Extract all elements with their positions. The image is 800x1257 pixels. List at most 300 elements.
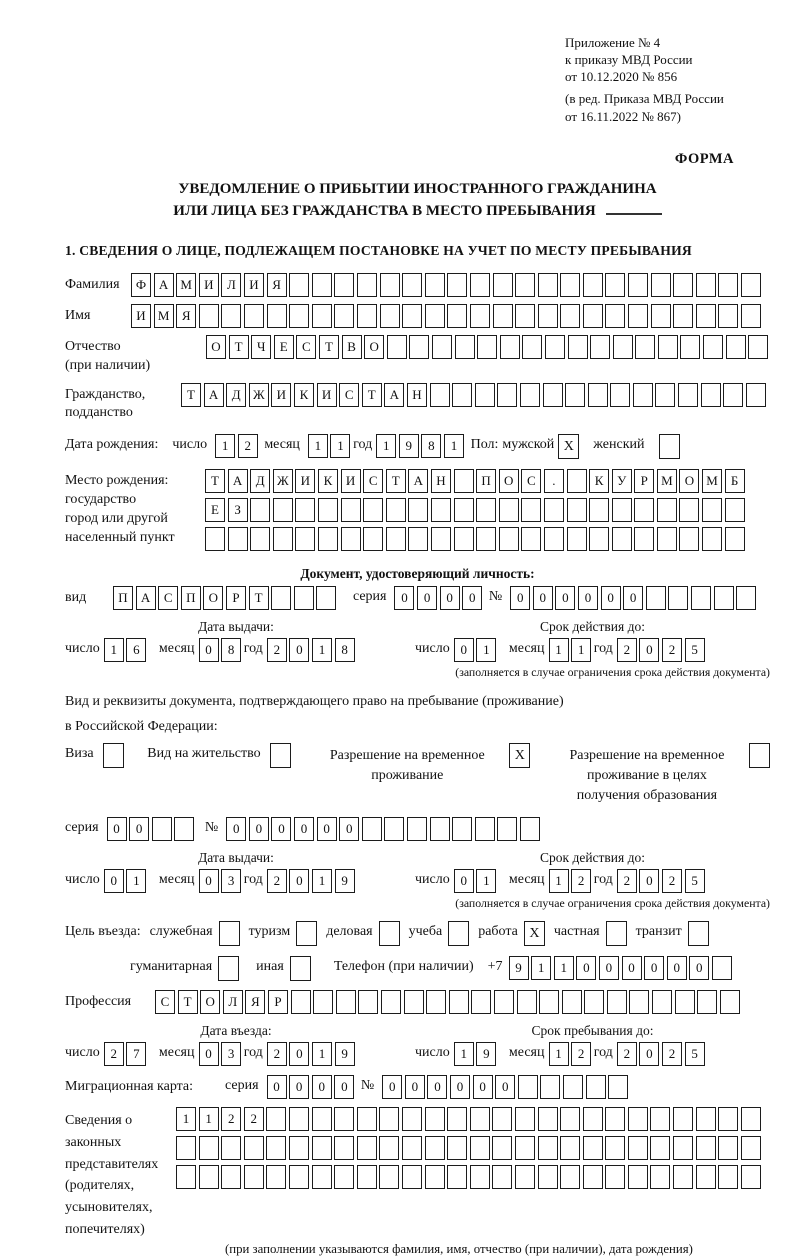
char-cell[interactable] bbox=[266, 1107, 286, 1131]
char-cell[interactable] bbox=[515, 304, 535, 328]
char-cell[interactable] bbox=[316, 586, 336, 610]
char-cell[interactable] bbox=[691, 586, 711, 610]
char-cell[interactable]: П bbox=[113, 586, 133, 610]
char-cell[interactable] bbox=[612, 498, 632, 522]
char-cell[interactable]: Т bbox=[181, 383, 201, 407]
char-cell[interactable]: З bbox=[228, 498, 248, 522]
char-cell[interactable]: А bbox=[384, 383, 404, 407]
char-cell[interactable] bbox=[584, 990, 604, 1014]
char-cell[interactable] bbox=[475, 817, 495, 841]
char-cell[interactable] bbox=[199, 304, 219, 328]
char-cell[interactable] bbox=[696, 1107, 716, 1131]
char-cell[interactable] bbox=[712, 956, 732, 980]
char-cell[interactable] bbox=[517, 990, 537, 1014]
char-cell[interactable]: Н bbox=[407, 383, 427, 407]
char-cell[interactable]: Т bbox=[205, 469, 225, 493]
char-cell[interactable] bbox=[515, 1107, 535, 1131]
char-cell[interactable] bbox=[607, 990, 627, 1014]
char-cell[interactable]: 9 bbox=[335, 1042, 355, 1066]
char-cell[interactable] bbox=[567, 498, 587, 522]
char-cell[interactable]: 1 bbox=[308, 434, 328, 458]
char-cell[interactable] bbox=[651, 273, 671, 297]
char-cell[interactable] bbox=[454, 527, 474, 551]
char-cell[interactable]: 0 bbox=[199, 638, 219, 662]
char-cell[interactable] bbox=[205, 527, 225, 551]
char-cell[interactable] bbox=[289, 1165, 309, 1189]
char-cell[interactable]: Р bbox=[268, 990, 288, 1014]
char-cell[interactable] bbox=[703, 335, 723, 359]
char-cell[interactable] bbox=[515, 1165, 535, 1189]
char-cell[interactable]: 2 bbox=[267, 638, 287, 662]
char-cell[interactable]: . bbox=[544, 469, 564, 493]
char-cell[interactable]: 0 bbox=[427, 1075, 447, 1099]
char-cell[interactable] bbox=[336, 990, 356, 1014]
char-cell[interactable] bbox=[628, 273, 648, 297]
char-cell[interactable]: 1 bbox=[554, 956, 574, 980]
char-cell[interactable] bbox=[718, 273, 738, 297]
purpose-private-checkbox[interactable] bbox=[606, 921, 627, 946]
char-cell[interactable] bbox=[583, 304, 603, 328]
char-cell[interactable]: О bbox=[203, 586, 223, 610]
char-cell[interactable]: Т bbox=[362, 383, 382, 407]
char-cell[interactable]: 0 bbox=[639, 1042, 659, 1066]
char-cell[interactable] bbox=[312, 273, 332, 297]
char-cell[interactable]: 1 bbox=[312, 1042, 332, 1066]
char-cell[interactable] bbox=[560, 273, 580, 297]
char-cell[interactable] bbox=[470, 1136, 490, 1160]
char-cell[interactable] bbox=[250, 498, 270, 522]
char-cell[interactable] bbox=[402, 1136, 422, 1160]
purpose-study-checkbox[interactable] bbox=[448, 921, 469, 946]
char-cell[interactable]: 8 bbox=[421, 434, 441, 458]
char-cell[interactable]: 2 bbox=[238, 434, 258, 458]
char-cell[interactable]: 1 bbox=[312, 638, 332, 662]
char-cell[interactable] bbox=[718, 1136, 738, 1160]
char-cell[interactable] bbox=[408, 498, 428, 522]
char-cell[interactable] bbox=[221, 1136, 241, 1160]
char-cell[interactable]: 0 bbox=[454, 638, 474, 662]
char-cell[interactable] bbox=[334, 273, 354, 297]
char-cell[interactable] bbox=[583, 1165, 603, 1189]
visa-checkbox[interactable] bbox=[103, 743, 124, 768]
purpose-work-checkbox[interactable]: X bbox=[524, 921, 545, 946]
char-cell[interactable] bbox=[560, 1165, 580, 1189]
residence-permit-checkbox[interactable] bbox=[270, 743, 291, 768]
char-cell[interactable]: И bbox=[271, 383, 291, 407]
char-cell[interactable] bbox=[628, 1165, 648, 1189]
char-cell[interactable] bbox=[628, 1107, 648, 1131]
char-cell[interactable] bbox=[560, 1136, 580, 1160]
char-cell[interactable] bbox=[379, 1136, 399, 1160]
char-cell[interactable]: Л bbox=[221, 273, 241, 297]
char-cell[interactable] bbox=[543, 383, 563, 407]
char-cell[interactable]: 2 bbox=[617, 638, 637, 662]
char-cell[interactable]: 0 bbox=[576, 956, 596, 980]
char-cell[interactable]: 0 bbox=[129, 817, 149, 841]
char-cell[interactable]: К bbox=[589, 469, 609, 493]
char-cell[interactable] bbox=[673, 1136, 693, 1160]
char-cell[interactable] bbox=[673, 1165, 693, 1189]
char-cell[interactable] bbox=[289, 1107, 309, 1131]
char-cell[interactable] bbox=[357, 1136, 377, 1160]
char-cell[interactable]: Е bbox=[205, 498, 225, 522]
char-cell[interactable] bbox=[655, 383, 675, 407]
char-cell[interactable] bbox=[628, 304, 648, 328]
char-cell[interactable] bbox=[567, 469, 587, 493]
char-cell[interactable] bbox=[583, 1107, 603, 1131]
char-cell[interactable] bbox=[430, 383, 450, 407]
char-cell[interactable]: 0 bbox=[289, 1042, 309, 1066]
char-cell[interactable] bbox=[447, 1107, 467, 1131]
char-cell[interactable] bbox=[312, 1136, 332, 1160]
char-cell[interactable] bbox=[673, 304, 693, 328]
purpose-business-checkbox[interactable] bbox=[379, 921, 400, 946]
char-cell[interactable] bbox=[334, 1107, 354, 1131]
char-cell[interactable] bbox=[650, 1107, 670, 1131]
char-cell[interactable] bbox=[635, 335, 655, 359]
char-cell[interactable] bbox=[449, 990, 469, 1014]
char-cell[interactable]: 0 bbox=[462, 586, 482, 610]
char-cell[interactable] bbox=[680, 335, 700, 359]
sex-female-checkbox[interactable] bbox=[659, 434, 680, 459]
char-cell[interactable]: Б bbox=[725, 469, 745, 493]
char-cell[interactable] bbox=[295, 498, 315, 522]
char-cell[interactable]: Е bbox=[274, 335, 294, 359]
char-cell[interactable] bbox=[425, 273, 445, 297]
char-cell[interactable] bbox=[425, 304, 445, 328]
char-cell[interactable] bbox=[273, 498, 293, 522]
char-cell[interactable] bbox=[725, 498, 745, 522]
char-cell[interactable]: Ф bbox=[131, 273, 151, 297]
char-cell[interactable]: С bbox=[296, 335, 316, 359]
char-cell[interactable]: О bbox=[364, 335, 384, 359]
char-cell[interactable]: О bbox=[679, 469, 699, 493]
char-cell[interactable] bbox=[492, 1165, 512, 1189]
char-cell[interactable] bbox=[447, 1136, 467, 1160]
char-cell[interactable] bbox=[425, 1107, 445, 1131]
char-cell[interactable] bbox=[471, 990, 491, 1014]
char-cell[interactable]: 0 bbox=[405, 1075, 425, 1099]
char-cell[interactable] bbox=[560, 304, 580, 328]
char-cell[interactable]: 9 bbox=[509, 956, 529, 980]
char-cell[interactable] bbox=[608, 1075, 628, 1099]
char-cell[interactable]: 0 bbox=[226, 817, 246, 841]
char-cell[interactable] bbox=[266, 1165, 286, 1189]
char-cell[interactable]: Т bbox=[178, 990, 198, 1014]
char-cell[interactable]: 7 bbox=[126, 1042, 146, 1066]
char-cell[interactable] bbox=[515, 1136, 535, 1160]
char-cell[interactable] bbox=[174, 817, 194, 841]
char-cell[interactable] bbox=[590, 335, 610, 359]
char-cell[interactable]: 0 bbox=[601, 586, 621, 610]
char-cell[interactable] bbox=[675, 990, 695, 1014]
char-cell[interactable]: А bbox=[136, 586, 156, 610]
char-cell[interactable] bbox=[586, 1075, 606, 1099]
char-cell[interactable]: 0 bbox=[599, 956, 619, 980]
char-cell[interactable]: В bbox=[342, 335, 362, 359]
char-cell[interactable]: 0 bbox=[249, 817, 269, 841]
char-cell[interactable] bbox=[221, 1165, 241, 1189]
char-cell[interactable] bbox=[696, 304, 716, 328]
char-cell[interactable] bbox=[521, 498, 541, 522]
char-cell[interactable]: 0 bbox=[104, 869, 124, 893]
char-cell[interactable] bbox=[646, 586, 666, 610]
char-cell[interactable] bbox=[563, 1075, 583, 1099]
char-cell[interactable] bbox=[652, 990, 672, 1014]
char-cell[interactable] bbox=[384, 817, 404, 841]
char-cell[interactable] bbox=[718, 1165, 738, 1189]
char-cell[interactable] bbox=[538, 1165, 558, 1189]
char-cell[interactable]: 5 bbox=[685, 1042, 705, 1066]
char-cell[interactable] bbox=[294, 586, 314, 610]
char-cell[interactable]: 0 bbox=[555, 586, 575, 610]
char-cell[interactable]: 0 bbox=[289, 1075, 309, 1099]
char-cell[interactable]: 2 bbox=[662, 638, 682, 662]
char-cell[interactable]: 0 bbox=[382, 1075, 402, 1099]
char-cell[interactable] bbox=[475, 383, 495, 407]
char-cell[interactable] bbox=[425, 1165, 445, 1189]
char-cell[interactable] bbox=[313, 990, 333, 1014]
char-cell[interactable] bbox=[493, 304, 513, 328]
char-cell[interactable] bbox=[736, 586, 756, 610]
purpose-humanitarian-checkbox[interactable] bbox=[218, 956, 239, 981]
char-cell[interactable]: 1 bbox=[126, 869, 146, 893]
char-cell[interactable] bbox=[271, 586, 291, 610]
char-cell[interactable]: Ж bbox=[249, 383, 269, 407]
char-cell[interactable] bbox=[610, 383, 630, 407]
char-cell[interactable] bbox=[545, 335, 565, 359]
char-cell[interactable]: 1 bbox=[476, 638, 496, 662]
char-cell[interactable] bbox=[658, 335, 678, 359]
char-cell[interactable] bbox=[357, 273, 377, 297]
char-cell[interactable]: 0 bbox=[622, 956, 642, 980]
char-cell[interactable] bbox=[714, 586, 734, 610]
char-cell[interactable]: М bbox=[657, 469, 677, 493]
char-cell[interactable] bbox=[199, 1165, 219, 1189]
char-cell[interactable]: 0 bbox=[317, 817, 337, 841]
char-cell[interactable] bbox=[522, 335, 542, 359]
char-cell[interactable] bbox=[589, 527, 609, 551]
char-cell[interactable]: Н bbox=[431, 469, 451, 493]
char-cell[interactable] bbox=[363, 498, 383, 522]
char-cell[interactable] bbox=[447, 273, 467, 297]
char-cell[interactable]: 9 bbox=[476, 1042, 496, 1066]
char-cell[interactable] bbox=[726, 335, 746, 359]
char-cell[interactable]: 2 bbox=[662, 869, 682, 893]
char-cell[interactable] bbox=[273, 527, 293, 551]
char-cell[interactable]: 2 bbox=[662, 1042, 682, 1066]
char-cell[interactable] bbox=[538, 273, 558, 297]
purpose-official-checkbox[interactable] bbox=[219, 921, 240, 946]
char-cell[interactable] bbox=[402, 273, 422, 297]
char-cell[interactable] bbox=[250, 527, 270, 551]
char-cell[interactable] bbox=[567, 527, 587, 551]
char-cell[interactable] bbox=[476, 498, 496, 522]
char-cell[interactable] bbox=[720, 990, 740, 1014]
char-cell[interactable] bbox=[605, 273, 625, 297]
char-cell[interactable] bbox=[477, 335, 497, 359]
char-cell[interactable] bbox=[404, 990, 424, 1014]
char-cell[interactable] bbox=[221, 304, 241, 328]
char-cell[interactable] bbox=[497, 383, 517, 407]
char-cell[interactable] bbox=[673, 273, 693, 297]
char-cell[interactable]: П bbox=[476, 469, 496, 493]
char-cell[interactable]: Л bbox=[223, 990, 243, 1014]
char-cell[interactable]: 1 bbox=[199, 1107, 219, 1131]
char-cell[interactable] bbox=[697, 990, 717, 1014]
char-cell[interactable]: 0 bbox=[199, 869, 219, 893]
char-cell[interactable] bbox=[470, 273, 490, 297]
char-cell[interactable] bbox=[538, 1136, 558, 1160]
purpose-transit-checkbox[interactable] bbox=[688, 921, 709, 946]
char-cell[interactable]: 5 bbox=[685, 638, 705, 662]
char-cell[interactable] bbox=[520, 383, 540, 407]
char-cell[interactable] bbox=[741, 1107, 761, 1131]
char-cell[interactable] bbox=[447, 1165, 467, 1189]
char-cell[interactable] bbox=[539, 990, 559, 1014]
char-cell[interactable]: Т bbox=[319, 335, 339, 359]
purpose-other-checkbox[interactable] bbox=[290, 956, 311, 981]
char-cell[interactable]: 9 bbox=[399, 434, 419, 458]
char-cell[interactable] bbox=[493, 273, 513, 297]
char-cell[interactable] bbox=[363, 527, 383, 551]
char-cell[interactable] bbox=[612, 527, 632, 551]
char-cell[interactable]: Р bbox=[226, 586, 246, 610]
char-cell[interactable] bbox=[267, 304, 287, 328]
char-cell[interactable] bbox=[289, 1136, 309, 1160]
char-cell[interactable] bbox=[334, 1136, 354, 1160]
char-cell[interactable] bbox=[746, 383, 766, 407]
char-cell[interactable] bbox=[741, 273, 761, 297]
char-cell[interactable] bbox=[583, 273, 603, 297]
char-cell[interactable] bbox=[650, 1165, 670, 1189]
char-cell[interactable]: О bbox=[206, 335, 226, 359]
char-cell[interactable]: О bbox=[499, 469, 519, 493]
char-cell[interactable]: Д bbox=[250, 469, 270, 493]
char-cell[interactable] bbox=[470, 1165, 490, 1189]
char-cell[interactable] bbox=[431, 498, 451, 522]
char-cell[interactable] bbox=[605, 1136, 625, 1160]
char-cell[interactable] bbox=[454, 469, 474, 493]
char-cell[interactable] bbox=[341, 498, 361, 522]
char-cell[interactable] bbox=[605, 1107, 625, 1131]
char-cell[interactable] bbox=[228, 527, 248, 551]
char-cell[interactable]: 1 bbox=[549, 638, 569, 662]
char-cell[interactable]: С bbox=[158, 586, 178, 610]
char-cell[interactable] bbox=[454, 498, 474, 522]
char-cell[interactable]: 2 bbox=[221, 1107, 241, 1131]
char-cell[interactable]: Т bbox=[249, 586, 269, 610]
char-cell[interactable]: С bbox=[363, 469, 383, 493]
char-cell[interactable] bbox=[152, 817, 172, 841]
char-cell[interactable] bbox=[588, 383, 608, 407]
char-cell[interactable] bbox=[650, 1136, 670, 1160]
char-cell[interactable]: 0 bbox=[639, 869, 659, 893]
char-cell[interactable]: 0 bbox=[107, 817, 127, 841]
char-cell[interactable] bbox=[176, 1165, 196, 1189]
char-cell[interactable]: И bbox=[341, 469, 361, 493]
char-cell[interactable] bbox=[589, 498, 609, 522]
char-cell[interactable] bbox=[358, 990, 378, 1014]
char-cell[interactable] bbox=[199, 1136, 219, 1160]
char-cell[interactable] bbox=[379, 1165, 399, 1189]
char-cell[interactable]: Я bbox=[267, 273, 287, 297]
char-cell[interactable] bbox=[741, 1165, 761, 1189]
char-cell[interactable]: С bbox=[339, 383, 359, 407]
char-cell[interactable] bbox=[386, 527, 406, 551]
char-cell[interactable] bbox=[540, 1075, 560, 1099]
char-cell[interactable] bbox=[244, 1136, 264, 1160]
char-cell[interactable]: Я bbox=[245, 990, 265, 1014]
char-cell[interactable] bbox=[492, 1136, 512, 1160]
char-cell[interactable] bbox=[520, 817, 540, 841]
char-cell[interactable]: 8 bbox=[221, 638, 241, 662]
char-cell[interactable]: К bbox=[318, 469, 338, 493]
char-cell[interactable] bbox=[289, 273, 309, 297]
char-cell[interactable] bbox=[318, 498, 338, 522]
char-cell[interactable] bbox=[673, 1107, 693, 1131]
char-cell[interactable] bbox=[334, 304, 354, 328]
char-cell[interactable] bbox=[455, 335, 475, 359]
char-cell[interactable] bbox=[476, 527, 496, 551]
char-cell[interactable] bbox=[497, 817, 517, 841]
char-cell[interactable] bbox=[425, 1136, 445, 1160]
char-cell[interactable] bbox=[500, 335, 520, 359]
char-cell[interactable]: А bbox=[154, 273, 174, 297]
char-cell[interactable] bbox=[605, 304, 625, 328]
char-cell[interactable] bbox=[702, 527, 722, 551]
char-cell[interactable] bbox=[341, 527, 361, 551]
char-cell[interactable] bbox=[452, 817, 472, 841]
char-cell[interactable] bbox=[357, 304, 377, 328]
char-cell[interactable] bbox=[515, 273, 535, 297]
char-cell[interactable]: 0 bbox=[473, 1075, 493, 1099]
char-cell[interactable] bbox=[651, 304, 671, 328]
char-cell[interactable]: 0 bbox=[495, 1075, 515, 1099]
char-cell[interactable]: М bbox=[154, 304, 174, 328]
char-cell[interactable] bbox=[334, 1165, 354, 1189]
char-cell[interactable]: Т bbox=[229, 335, 249, 359]
char-cell[interactable] bbox=[568, 335, 588, 359]
char-cell[interactable]: И bbox=[131, 304, 151, 328]
purpose-tourism-checkbox[interactable] bbox=[296, 921, 317, 946]
char-cell[interactable]: И bbox=[295, 469, 315, 493]
char-cell[interactable] bbox=[678, 383, 698, 407]
char-cell[interactable] bbox=[538, 1107, 558, 1131]
char-cell[interactable] bbox=[402, 1107, 422, 1131]
char-cell[interactable]: 0 bbox=[289, 638, 309, 662]
char-cell[interactable]: 0 bbox=[334, 1075, 354, 1099]
char-cell[interactable]: 0 bbox=[440, 586, 460, 610]
char-cell[interactable] bbox=[668, 586, 688, 610]
char-cell[interactable] bbox=[628, 1136, 648, 1160]
char-cell[interactable] bbox=[748, 335, 768, 359]
sex-male-checkbox[interactable]: X bbox=[558, 434, 579, 459]
char-cell[interactable] bbox=[613, 335, 633, 359]
char-cell[interactable] bbox=[518, 1075, 538, 1099]
char-cell[interactable]: 5 bbox=[685, 869, 705, 893]
char-cell[interactable]: И bbox=[199, 273, 219, 297]
char-cell[interactable]: У bbox=[612, 469, 632, 493]
char-cell[interactable] bbox=[289, 304, 309, 328]
char-cell[interactable] bbox=[432, 335, 452, 359]
char-cell[interactable] bbox=[295, 527, 315, 551]
char-cell[interactable]: 1 bbox=[312, 869, 332, 893]
char-cell[interactable]: С bbox=[521, 469, 541, 493]
char-cell[interactable]: 8 bbox=[335, 638, 355, 662]
char-cell[interactable] bbox=[318, 527, 338, 551]
char-cell[interactable] bbox=[696, 273, 716, 297]
